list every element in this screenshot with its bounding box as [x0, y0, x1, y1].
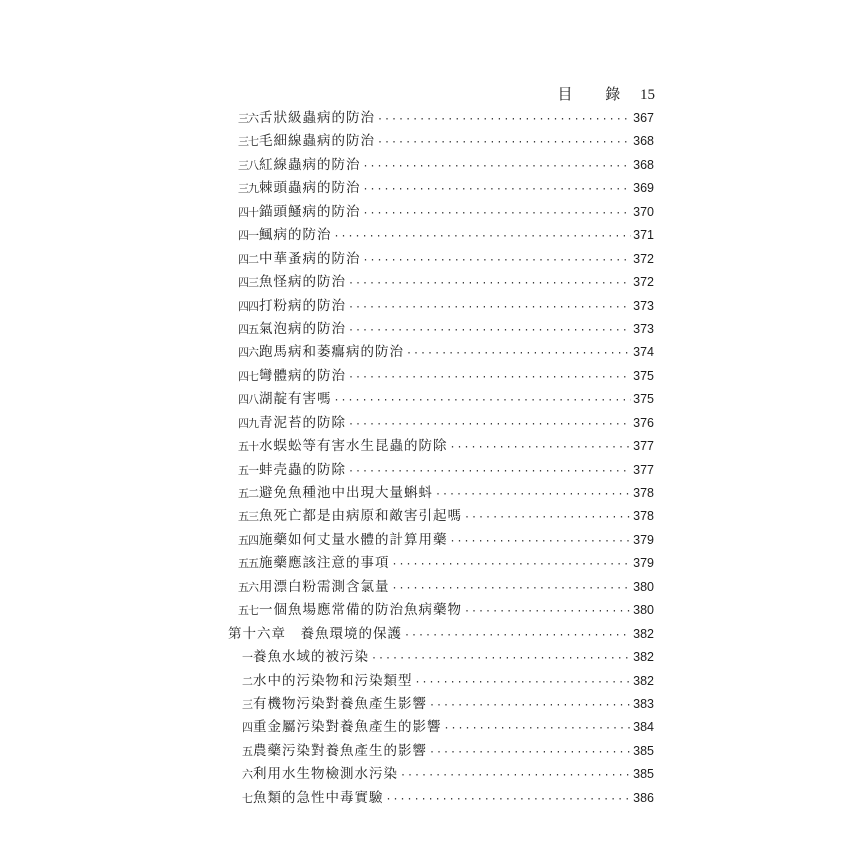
- toc-chapter-entry: [228, 622, 654, 645]
- toc-entry-page: 379: [633, 532, 654, 547]
- toc-entry-title: 毛細線蟲病的防治: [259, 133, 375, 150]
- toc-entry-page: 378: [633, 486, 654, 500]
- toc-entry-number: 五二: [238, 487, 258, 500]
- toc-entry: [228, 575, 654, 598]
- toc-leader-dots: [450, 442, 632, 453]
- toc-entry-page: 368: [633, 134, 654, 149]
- toc-leader-dots: [464, 512, 631, 523]
- toc-entry-number: 四一: [238, 229, 258, 243]
- toc-entry-number: 三六: [238, 112, 258, 125]
- toc-entry-page: 375: [633, 368, 654, 383]
- toc-entry: [228, 364, 654, 387]
- toc-leader-dots: [363, 161, 632, 172]
- toc-entry-number: 七: [242, 791, 252, 805]
- toc-entry-title: 棘頭蟲病的防治: [259, 180, 361, 197]
- toc-entry-number: 三九: [238, 182, 258, 196]
- toc-entry-page: 382: [633, 673, 654, 688]
- toc-entry-number: 四四: [238, 299, 258, 313]
- toc-entry-number: 一: [242, 651, 252, 665]
- toc-entry-title: 跑馬病和萎癟病的防治: [259, 344, 404, 361]
- toc-leader-dots: [348, 325, 631, 336]
- toc-leader-dots: [450, 536, 632, 547]
- toc-leader-dots: [404, 630, 631, 641]
- toc-entry: [228, 762, 654, 785]
- toc-entry-page: 385: [633, 767, 654, 782]
- toc-leader-dots: [334, 231, 632, 242]
- toc-entry-page: 386: [633, 790, 654, 805]
- toc-leader-dots: [429, 747, 631, 758]
- toc-entry-title: 錨頭鰠病的防治: [259, 203, 361, 220]
- toc-entry: [228, 153, 654, 176]
- toc-entry-title: 養魚水域的被污染: [253, 649, 369, 666]
- toc-entry-number: 三七: [238, 135, 258, 149]
- toc-leader-dots: [348, 302, 631, 313]
- toc-entry-page: 370: [633, 204, 654, 219]
- toc-entry: [228, 270, 654, 293]
- toc-entry-title: 重金屬污染對養魚產生的影響: [253, 719, 442, 736]
- toc-entry: [228, 387, 654, 410]
- toc-entry-page: 380: [633, 603, 654, 618]
- toc-entry-number: 四六: [238, 346, 258, 360]
- toc-entry: [228, 434, 654, 457]
- toc-entry: [228, 223, 654, 246]
- toc-leader-dots: [444, 723, 632, 734]
- toc-entry-title: 農藥污染對養魚產生的影響: [253, 742, 427, 759]
- toc-entry-title: 用漂白粉需測含氯量: [259, 578, 390, 595]
- toc-entry-number: 五三: [238, 510, 258, 524]
- toc-entry-title: 彎體病的防治: [259, 367, 346, 384]
- toc-leader-dots: [348, 372, 631, 383]
- toc-entry-page: 376: [633, 415, 654, 430]
- toc-entry-title: 第十六章 養魚環境的保護: [228, 625, 402, 642]
- toc-entry-page: 379: [633, 556, 654, 571]
- toc-entry-title: 水蜈蚣等有害水生昆蟲的防除: [259, 438, 448, 455]
- toc-leader-dots: [348, 278, 631, 289]
- toc-entry-number: 四五: [238, 322, 258, 336]
- toc-entry-number: 五七: [238, 604, 258, 618]
- toc-leader-dots: [363, 184, 632, 195]
- toc-entry-title: 利用水生物檢測水污染: [253, 766, 398, 783]
- toc-leader-dots: [363, 255, 632, 266]
- toc-entry-number: 四九: [238, 416, 258, 430]
- toc-entry-title: 舌狀級蟲病的防治: [259, 110, 375, 126]
- toc-entry-number: 五四: [238, 533, 258, 547]
- toc-entry: [228, 411, 654, 434]
- toc-entry-title: 魚類的急性中毒實驗: [253, 789, 384, 806]
- toc-entry-title: 避免魚種池中出現大量蝌蚪: [259, 485, 433, 501]
- toc-entry-page: 382: [633, 650, 654, 665]
- toc-entry-number: 三八: [238, 158, 258, 172]
- toc-entry: [228, 669, 654, 692]
- toc-entry-number: 四三: [238, 276, 258, 290]
- toc-entry-title: 水中的污染物和污染類型: [253, 672, 413, 689]
- toc-leader-dots: [464, 606, 631, 617]
- toc-leader-dots: [363, 208, 632, 219]
- toc-entry-page: 385: [633, 743, 654, 758]
- toc-leader-dots: [348, 466, 631, 477]
- toc-entry: [228, 786, 654, 809]
- toc-entry-title: 蚌壳蟲的防除: [259, 461, 346, 478]
- toc-entry-page: 369: [633, 181, 654, 196]
- toc-leader-dots: [334, 395, 632, 406]
- toc-entry-page: 373: [633, 298, 654, 313]
- toc-entry: [228, 715, 654, 738]
- toc-entry-number: 四十: [238, 205, 258, 219]
- toc-entry-number: 五十: [238, 440, 258, 454]
- toc-entry-page: 377: [633, 462, 654, 477]
- toc-leader-dots: [435, 489, 631, 500]
- toc-entry-title: 湖靛有害嗎: [259, 391, 332, 408]
- toc-entry-title: 中華蚤病的防治: [259, 250, 361, 267]
- toc-entry-number: 四七: [238, 369, 258, 383]
- header-page-number: 15: [640, 87, 655, 103]
- toc-entry: [228, 340, 654, 363]
- toc-entry-title: 紅線蟲病的防治: [259, 156, 361, 173]
- header-title: 目 錄: [557, 85, 635, 103]
- toc-leader-dots: [371, 653, 631, 664]
- toc-entry-number: 二: [242, 674, 252, 688]
- toc-entry-title: 施藥如何丈量水體的計算用藥: [259, 531, 448, 548]
- toc-entry: [228, 129, 654, 152]
- toc-entry-page: 383: [633, 696, 654, 711]
- toc-entry: [228, 176, 654, 199]
- toc-leader-dots: [429, 700, 631, 711]
- toc-entry: [228, 294, 654, 317]
- toc-entry-title: 打粉病的防治: [259, 297, 346, 314]
- toc-leader-dots: [406, 348, 631, 359]
- toc-entry-title: 鯴病的防治: [259, 227, 332, 244]
- toc-leader-dots: [377, 137, 631, 148]
- toc-entry-title: 氣泡病的防治: [259, 320, 346, 337]
- toc-leader-dots: [400, 770, 631, 781]
- toc-entry-page: 380: [633, 579, 654, 594]
- toc-entry-number: 五: [242, 744, 252, 758]
- toc-entry: [228, 247, 654, 270]
- toc-entry-page: 382: [633, 626, 654, 641]
- toc-entry-page: 368: [633, 157, 654, 172]
- toc-entry-number: 四八: [238, 393, 258, 407]
- toc-leader-dots: [377, 114, 631, 125]
- toc-entry-title: 青泥苔的防除: [259, 414, 346, 431]
- toc-entry-page: 375: [633, 392, 654, 407]
- toc-leader-dots: [415, 677, 632, 688]
- toc-entry-title: 有機物污染對養魚產生影響: [253, 695, 427, 712]
- toc-entry-title: 魚怪病的防治: [259, 274, 346, 291]
- toc-entry: [228, 504, 654, 527]
- table-of-contents: [228, 106, 654, 809]
- toc-entry: [228, 317, 654, 340]
- toc-entry-page: 374: [633, 345, 654, 360]
- toc-leader-dots: [386, 794, 632, 805]
- toc-entry-page: 372: [633, 275, 654, 290]
- toc-entry-number: 四二: [238, 252, 258, 266]
- toc-leader-dots: [392, 559, 632, 570]
- running-header: [557, 83, 655, 104]
- toc-entry: [228, 692, 654, 715]
- toc-entry: [228, 528, 654, 551]
- toc-entry-page: 378: [633, 509, 654, 524]
- toc-entry-page: 371: [633, 228, 654, 243]
- toc-entry: [228, 598, 654, 621]
- toc-leader-dots: [392, 583, 632, 594]
- toc-entry-page: 377: [633, 439, 654, 454]
- toc-entry-page: 373: [633, 321, 654, 336]
- toc-entry-title: 一個魚場應常備的防治魚病藥物: [259, 602, 462, 619]
- toc-entry-number: 六: [242, 768, 252, 782]
- toc-entry: [228, 200, 654, 223]
- toc-entry: [228, 551, 654, 574]
- toc-leader-dots: [348, 419, 631, 430]
- toc-entry-number: 五一: [238, 463, 258, 477]
- toc-entry: [228, 458, 654, 481]
- toc-entry-title: 施藥應該注意的事項: [259, 555, 390, 572]
- toc-entry-page: 367: [633, 111, 654, 125]
- toc-entry-number: 四: [242, 721, 252, 735]
- toc-entry: [228, 481, 654, 504]
- toc-entry: [228, 739, 654, 762]
- toc-entry-number: 五五: [238, 557, 258, 571]
- toc-entry-number: 五六: [238, 580, 258, 594]
- toc-entry: [228, 645, 654, 668]
- toc-entry-title: 魚死亡都是由病原和敵害引起嗎: [259, 508, 462, 525]
- toc-entry-page: 384: [633, 720, 654, 735]
- toc-entry-page: 372: [633, 251, 654, 266]
- toc-entry-number: 三: [242, 697, 252, 711]
- toc-entry: [228, 106, 654, 129]
